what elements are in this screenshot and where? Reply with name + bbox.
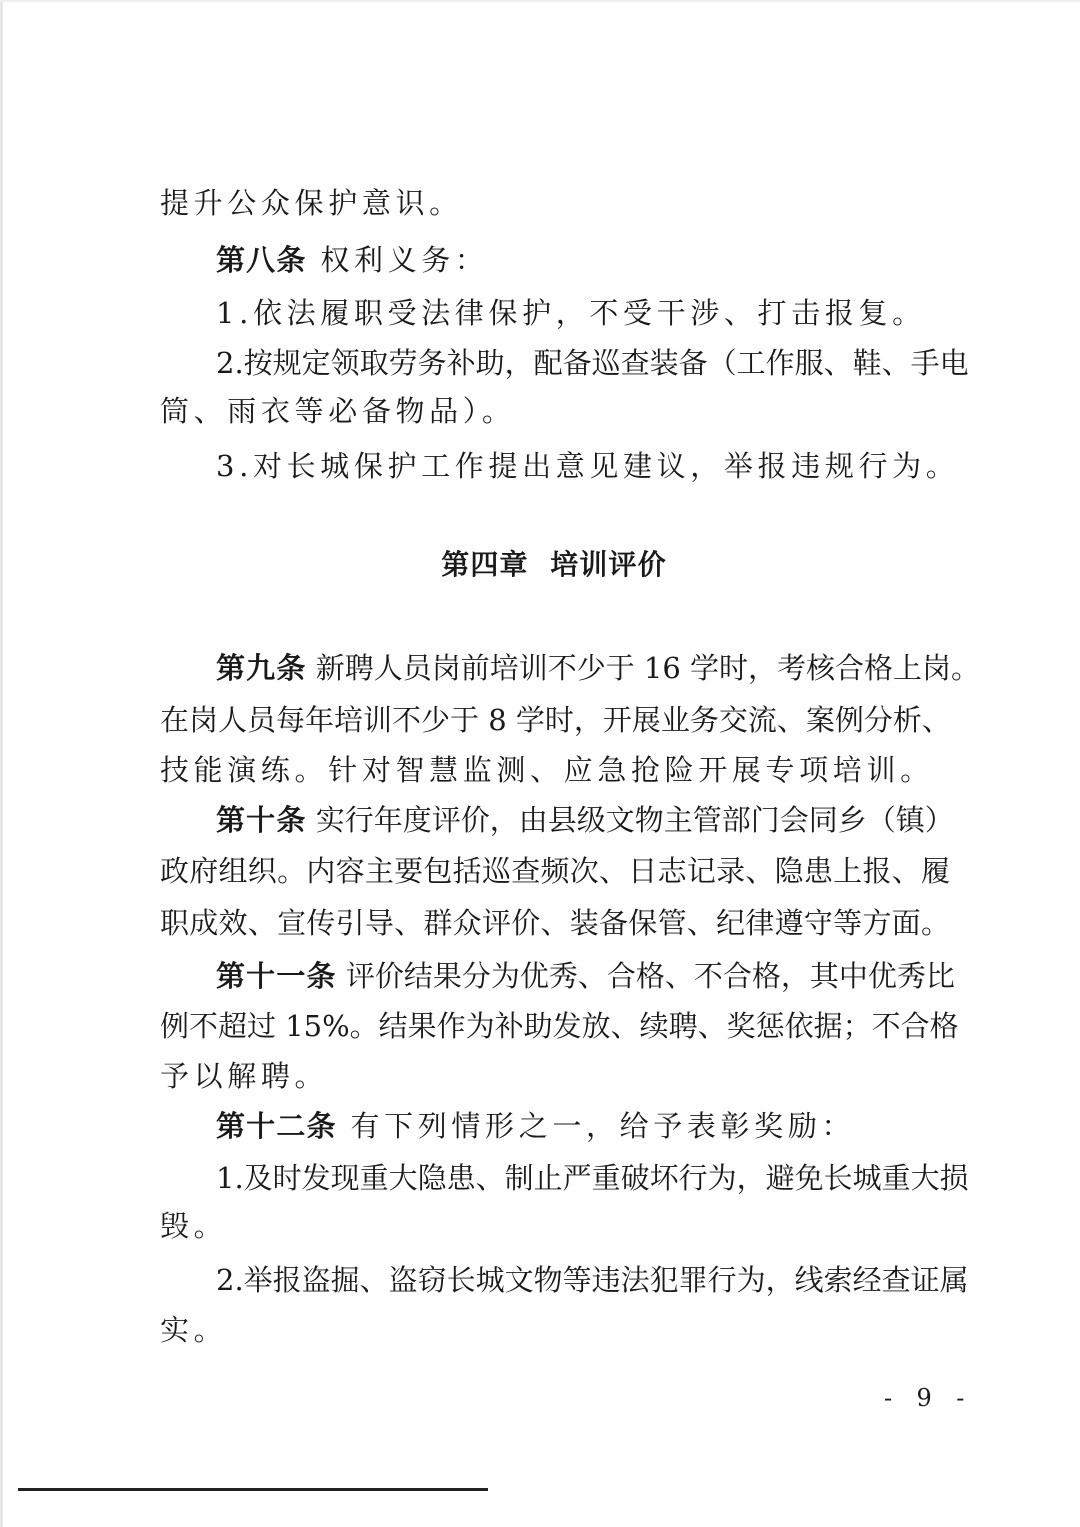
- article-9-line-2: [160, 700, 950, 740]
- article-11-line-3: [160, 1056, 328, 1096]
- text-line: 予以解聘。: [160, 1059, 329, 1093]
- article-9-label: 第九条: [216, 651, 307, 685]
- text-line: 1.依法履职受法律保护，不受干涉、打击报复。: [216, 296, 926, 330]
- article-12-item-2-line-1: [216, 1260, 969, 1300]
- text-line: 职成效、宣传引导、群众评价、装备保管、纪律遵守等方面。: [160, 906, 950, 940]
- text-line: 2.举报盗掘、盗窃长城文物等违法犯罪行为，线索经查证属: [216, 1263, 969, 1297]
- article-10-label: 第十条: [216, 803, 307, 837]
- text-line: 评价结果分为优秀、合格、不合格，其中优秀比: [345, 959, 955, 993]
- article-8-label: 第八条: [216, 243, 307, 277]
- text-line: 筒、雨衣等必备物品）。: [160, 394, 516, 428]
- chapter-4-title: 第四章 培训评价: [441, 548, 667, 581]
- article-9-line-3: [160, 750, 934, 790]
- article-10-line-1: [216, 800, 954, 840]
- article-12-label: 第十二条: [216, 1109, 337, 1143]
- article-8-item-2-line-1: [216, 343, 969, 383]
- text-line: 实。: [160, 1313, 228, 1347]
- paragraph-continuation: [160, 183, 463, 223]
- article-12-item-1-line-1: [216, 1158, 969, 1198]
- text-line: 新聘人员岗前培训不少于 16 学时，考核合格上岗。: [315, 651, 981, 685]
- text-line: 提升公众保护意识。: [160, 186, 463, 220]
- article-8-item-1: [216, 293, 926, 333]
- text-line: 3.对长城保护工作提出意见建议，举报违规行为。: [216, 449, 960, 483]
- article-9-line-1: [216, 648, 981, 688]
- article-8-text: 权利义务：: [320, 243, 489, 277]
- article-8-item-3: [216, 446, 959, 486]
- text-line: 实行年度评价，由县级文物主管部门会同乡（镇）: [315, 803, 954, 837]
- text-line: 毁。: [160, 1209, 228, 1243]
- bottom-rule: [18, 1488, 488, 1491]
- page-number: - 9 -: [884, 1384, 973, 1412]
- scan-edge-left: [0, 0, 3, 1527]
- article-10-line-3: [160, 903, 950, 943]
- article-8-item-2-line-2: [160, 391, 516, 431]
- text-line: 例不超过 15%。结果作为补助发放、续聘、奖惩依据；不合格: [160, 1009, 959, 1043]
- text-line: 在岗人员每年培训不少于 8 学时，开展业务交流、案例分析、: [160, 703, 951, 737]
- text-line: 2.按规定领取劳务补助，配备巡查装备（工作服、鞋、手电: [216, 346, 969, 380]
- scan-edge-top: [0, 0, 1080, 2]
- article-12-heading: [216, 1106, 855, 1146]
- text-line: 技能演练。针对智慧监测、应急抢险开展专项培训。: [160, 753, 934, 787]
- article-10-line-2: [160, 851, 950, 891]
- text-line: 政府组织。内容主要包括巡查频次、日志记录、隐患上报、履: [160, 854, 950, 888]
- article-12-item-1-line-2: [160, 1206, 227, 1246]
- article-11-line-2: [160, 1006, 959, 1046]
- article-12-text: 有下列情形之一，给予表彰奖励：: [350, 1109, 856, 1143]
- article-12-item-2-line-2: [160, 1310, 227, 1350]
- article-11-line-1: [216, 956, 955, 996]
- article-11-label: 第十一条: [216, 959, 337, 993]
- article-8-heading: [216, 240, 489, 280]
- text-line: 1.及时发现重大隐患、制止严重破坏行为，避免长城重大损: [216, 1161, 969, 1195]
